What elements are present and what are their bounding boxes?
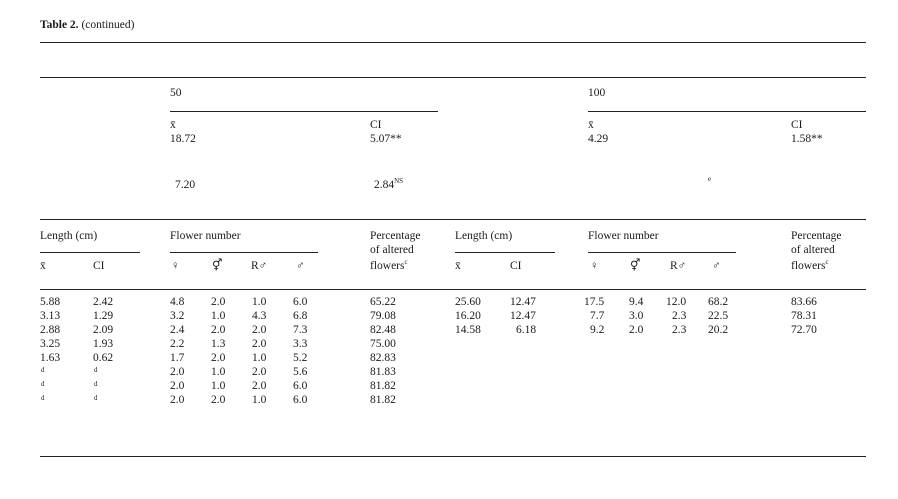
col-head-herm-left: ⚥ xyxy=(212,260,223,272)
group-100-mean-label: x̄ xyxy=(588,119,594,131)
cell-female: 2.2 xyxy=(170,338,185,350)
header-length-left: Length (cm) xyxy=(40,230,98,242)
cell-rmale: 2.0 xyxy=(252,380,267,392)
cell-pct: 82.48 xyxy=(370,324,396,336)
col-head-male-right: ♂ xyxy=(712,260,721,272)
cell-ci-note: d xyxy=(94,394,98,402)
cell-pct: 79.08 xyxy=(370,310,396,322)
cell-rmale: 1.0 xyxy=(252,394,267,406)
cell-rmale: 12.0 xyxy=(666,296,687,308)
table-caption xyxy=(40,20,134,32)
cell-rmale: 2.3 xyxy=(672,310,687,322)
cell-mean-note: d xyxy=(41,380,45,388)
cell-pct: 83.66 xyxy=(791,296,817,308)
rule-flower-left xyxy=(170,252,318,253)
group-50-ci-label: CI xyxy=(370,119,382,131)
cell-rmale: 4.3 xyxy=(252,310,267,322)
cell-herm: 1.0 xyxy=(211,310,226,322)
cell-ci-note: d xyxy=(94,380,98,388)
cell-ci: 2.42 xyxy=(93,296,114,308)
cell-rmale: 2.0 xyxy=(252,366,267,378)
header-pct-right-2: of altered xyxy=(791,244,835,256)
significance-mark: NS xyxy=(394,177,404,186)
cell-herm: 2.0 xyxy=(211,324,226,336)
cell-herm: 2.0 xyxy=(211,394,226,406)
cell-ci: 12.47 xyxy=(510,310,536,322)
cell-female: 4.8 xyxy=(170,296,185,308)
cell-female: 2.0 xyxy=(170,380,185,392)
cell-pct: 65.22 xyxy=(370,296,396,308)
cell-herm: 2.0 xyxy=(211,296,226,308)
cell-herm: 2.0 xyxy=(211,352,226,364)
rule-section xyxy=(40,219,866,220)
rule-length-left xyxy=(40,252,140,253)
header-flower-right: Flower number xyxy=(588,230,659,242)
cell-rmale: 1.0 xyxy=(252,296,267,308)
cell-ci: 6.18 xyxy=(516,324,537,336)
col-head-female-left: ♀ xyxy=(171,260,180,272)
rule-top xyxy=(40,42,866,43)
significance-mark: ** xyxy=(390,133,402,145)
cell-mean: 25.60 xyxy=(455,296,481,308)
cell-pct: 81.82 xyxy=(370,394,396,406)
header-pct-left-1: Percentage xyxy=(370,230,421,242)
cell-female: 2.0 xyxy=(170,394,185,406)
cell-ci: 12.47 xyxy=(510,296,536,308)
group-100-row1-mean: 4.29 xyxy=(588,133,609,145)
cell-rmale: 2.0 xyxy=(252,324,267,336)
cell-male: 68.2 xyxy=(708,296,729,308)
cell-pct: 82.83 xyxy=(370,352,396,364)
cell-male: 22.5 xyxy=(708,310,729,322)
cell-pct: 81.82 xyxy=(370,380,396,392)
cell-rmale: 2.0 xyxy=(252,338,267,350)
cell-pct: 72.70 xyxy=(791,324,817,336)
cell-mean-note: d xyxy=(41,394,45,402)
group-100-ci-label: CI xyxy=(791,119,803,131)
rule-group-50 xyxy=(170,111,438,112)
group-100-header: 100 xyxy=(588,87,606,99)
cell-female: 1.7 xyxy=(170,352,185,364)
header-pct-right-1: Percentage xyxy=(791,230,842,242)
cell-male: 6.0 xyxy=(293,394,308,406)
cell-mean: 1.63 xyxy=(40,352,61,364)
cell-ci: 1.93 xyxy=(93,338,114,350)
header-length-right: Length (cm) xyxy=(455,230,513,242)
group-50-row1-mean: 18.72 xyxy=(170,133,196,145)
rule-header xyxy=(40,77,866,78)
group-50-header: 50 xyxy=(170,87,182,99)
group-50-mean-label: x̄ xyxy=(170,119,176,131)
col-head-ci-left: CI xyxy=(93,260,105,272)
cell-rmale: 1.0 xyxy=(252,352,267,364)
caption-label: Table 2. xyxy=(40,19,79,31)
cell-ci: 1.29 xyxy=(93,310,114,322)
cell-female: 9.2 xyxy=(590,324,605,336)
rule-flower-right xyxy=(588,252,736,253)
cell-mean: 2.88 xyxy=(40,324,61,336)
header-pct-left-2: of altered xyxy=(370,244,414,256)
cell-male: 3.3 xyxy=(293,338,308,350)
group-100-row2-note: e xyxy=(708,175,712,183)
cell-female: 2.4 xyxy=(170,324,185,336)
cell-male: 20.2 xyxy=(708,324,729,336)
col-head-male-left: ♂ xyxy=(296,260,305,272)
cell-female: 2.0 xyxy=(170,366,185,378)
header-flower-left: Flower number xyxy=(170,230,241,242)
group-50-row1-ci: 5.07** xyxy=(370,133,402,145)
cell-ci: 0.62 xyxy=(93,352,114,364)
cell-pct: 78.31 xyxy=(791,310,817,322)
rule-colheads xyxy=(40,289,866,290)
cell-herm: 1.0 xyxy=(211,366,226,378)
cell-mean: 3.13 xyxy=(40,310,61,322)
cell-male: 5.6 xyxy=(293,366,308,378)
col-head-rmale-left: R♂ xyxy=(251,260,268,272)
cell-mean: 5.88 xyxy=(40,296,61,308)
cell-female: 7.7 xyxy=(590,310,605,322)
cell-male: 6.0 xyxy=(293,296,308,308)
cell-male: 6.8 xyxy=(293,310,308,322)
cell-pct: 81.83 xyxy=(370,366,396,378)
cell-herm: 1.0 xyxy=(211,380,226,392)
cell-mean: 3.25 xyxy=(40,338,61,350)
caption-suffix: (continued) xyxy=(81,19,135,31)
rule-group-100 xyxy=(588,111,866,112)
cell-male: 7.3 xyxy=(293,324,308,336)
col-head-female-right: ♀ xyxy=(590,260,599,272)
significance-mark: ** xyxy=(811,133,823,145)
col-head-ci-right: CI xyxy=(510,260,522,272)
col-head-mean-left: x̄ xyxy=(40,260,46,272)
rule-length-right xyxy=(455,252,555,253)
cell-ci-note: d xyxy=(94,366,98,374)
rule-bottom xyxy=(40,456,866,457)
cell-herm: 9.4 xyxy=(629,296,644,308)
cell-mean: 14.58 xyxy=(455,324,481,336)
group-50-row2-ci: $2.84^{NS}$ xyxy=(374,177,404,191)
cell-female: 17.5 xyxy=(584,296,605,308)
cell-male: 6.0 xyxy=(293,380,308,392)
cell-female: 3.2 xyxy=(170,310,185,322)
cell-mean-note: d xyxy=(41,366,45,374)
col-head-mean-right: x̄ xyxy=(455,260,461,272)
cell-male: 5.2 xyxy=(293,352,308,364)
cell-herm: 1.3 xyxy=(211,338,226,350)
header-pct-left-3: flowers$^c$ xyxy=(370,258,408,272)
header-pct-right-3: flowers$^c$ xyxy=(791,258,829,272)
col-head-herm-right: ⚥ xyxy=(630,260,641,272)
cell-herm: 2.0 xyxy=(629,324,644,336)
cell-mean: 16.20 xyxy=(455,310,481,322)
group-50-row2-mean: 7.20 xyxy=(175,179,196,191)
cell-rmale: 2.3 xyxy=(672,324,687,336)
cell-pct: 75.00 xyxy=(370,338,396,350)
col-head-rmale-right: R♂ xyxy=(670,260,687,272)
group-100-row1-ci: 1.58** xyxy=(791,133,823,145)
cell-ci: 2.09 xyxy=(93,324,114,336)
cell-herm: 3.0 xyxy=(629,310,644,322)
